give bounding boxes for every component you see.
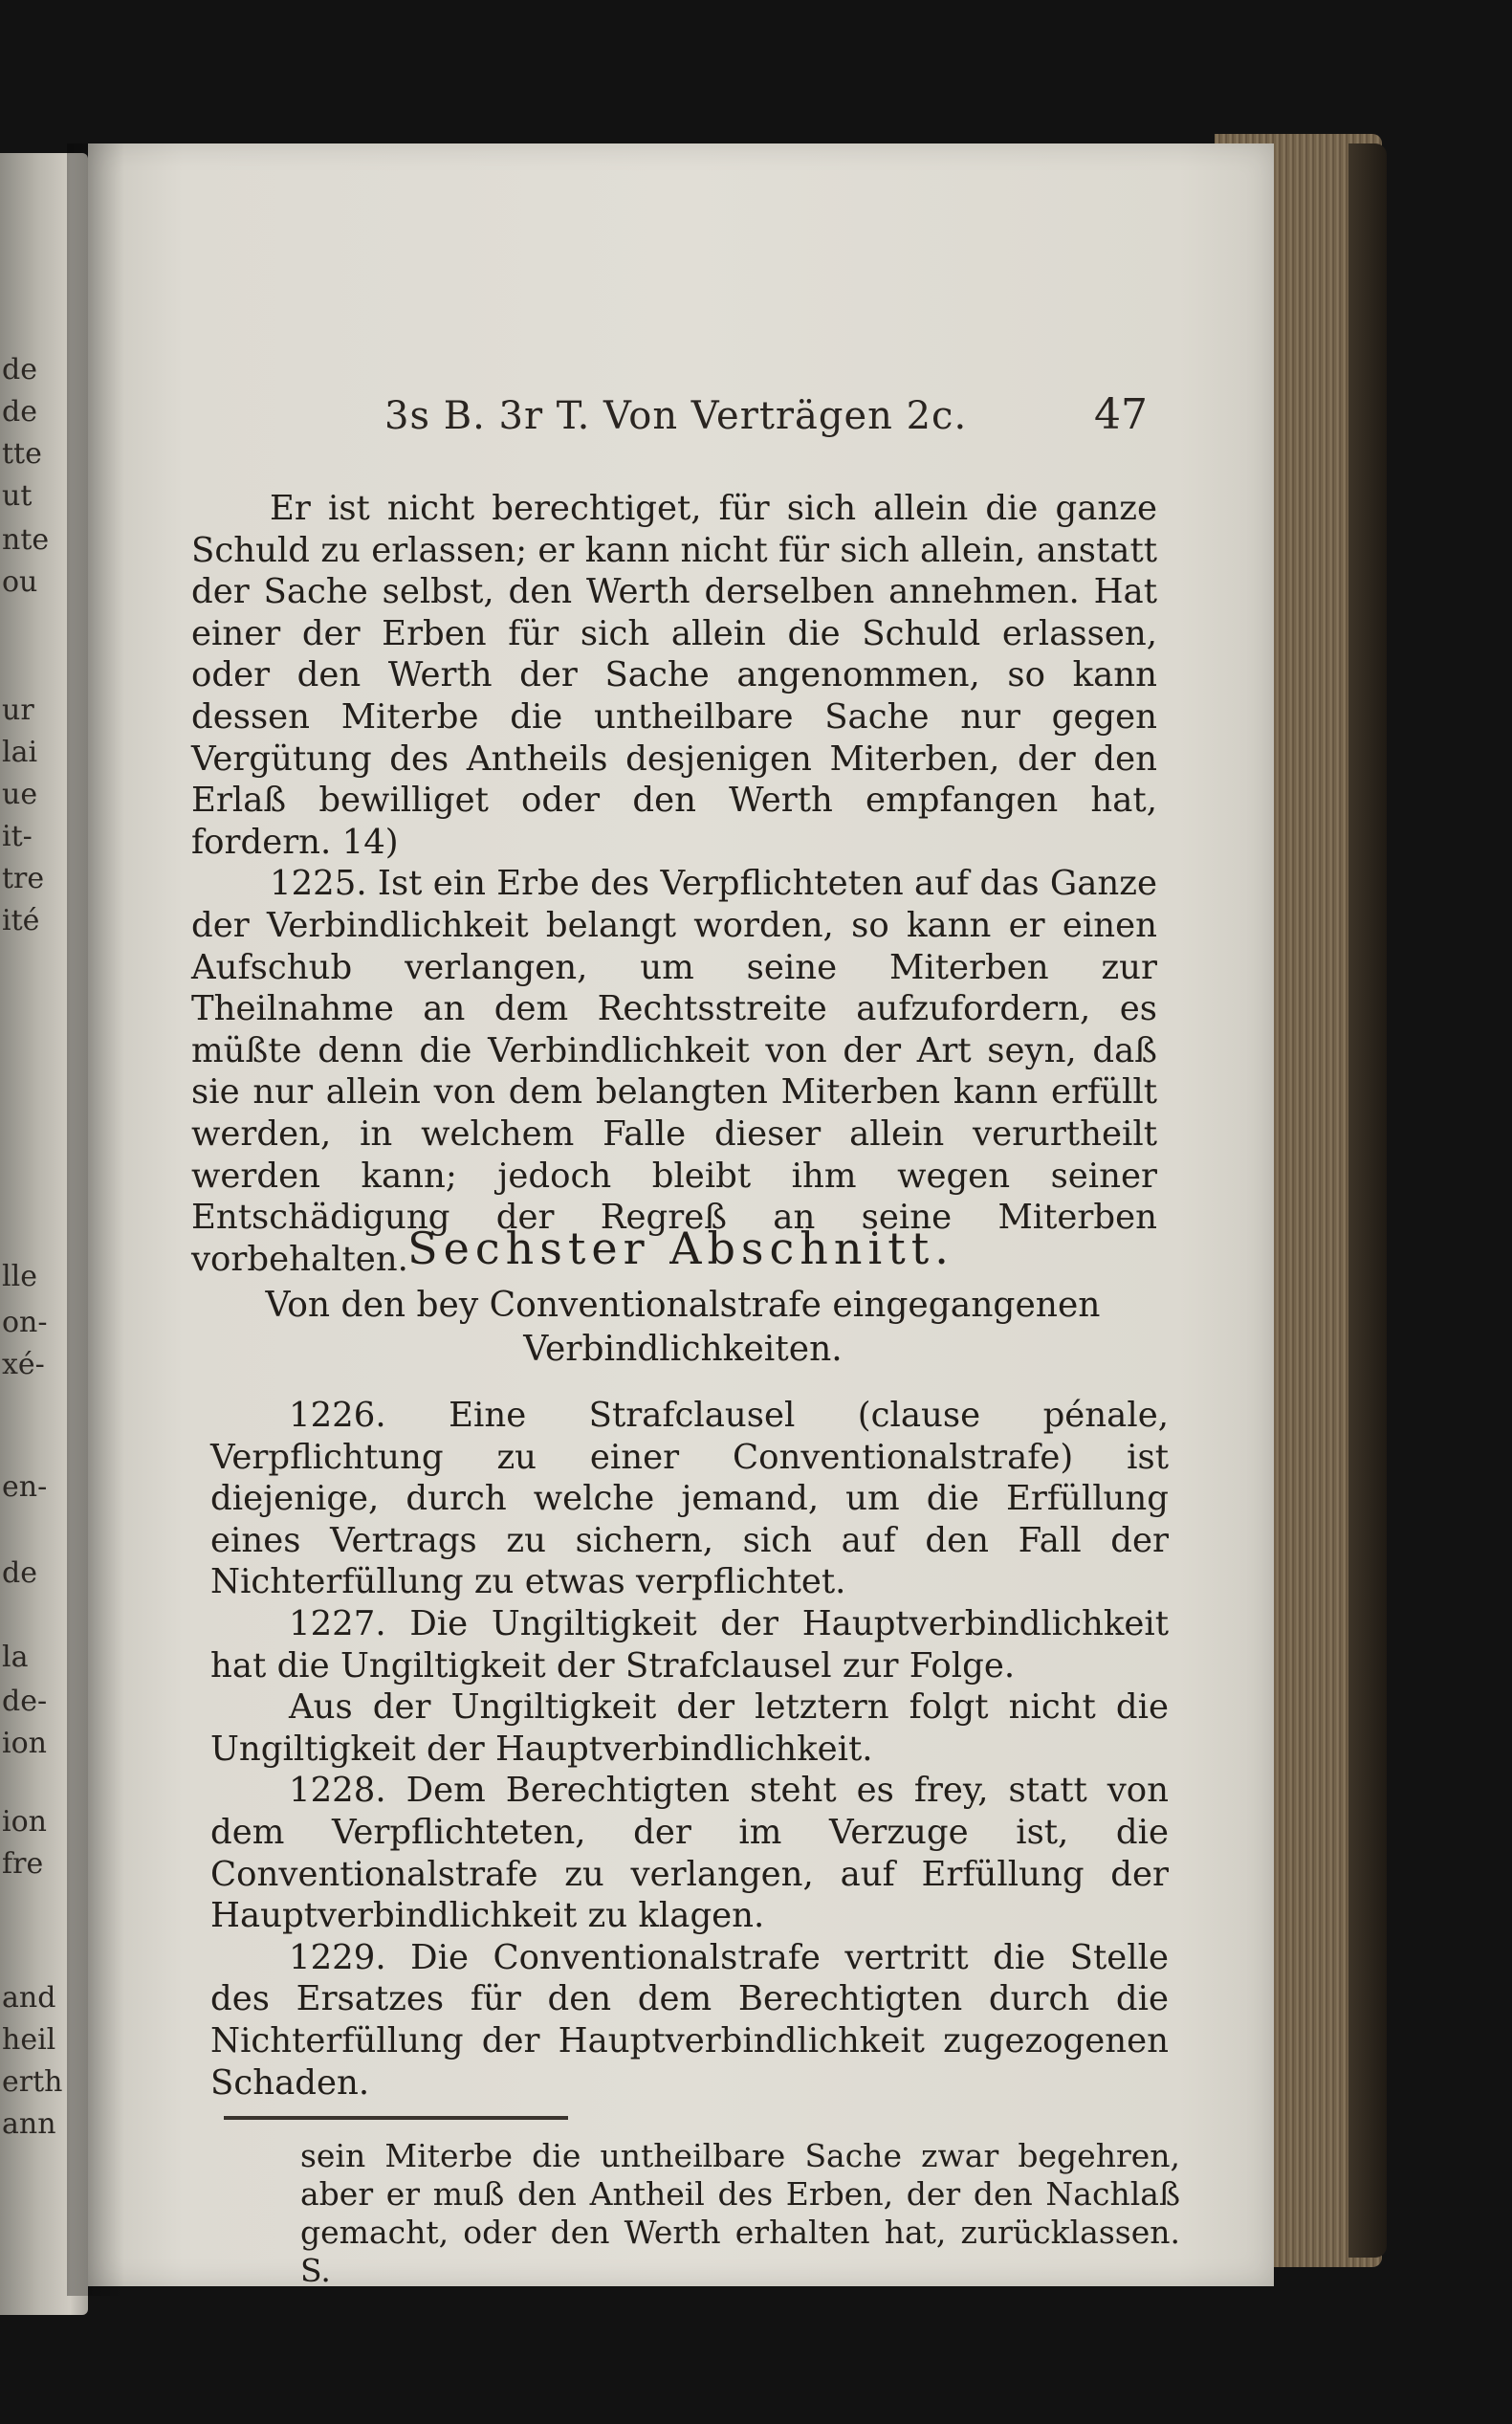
left-page-fragment: ion: [2, 1805, 47, 1839]
paragraph: Aus der Ungiltigkeit der letztern folgt nicht die Ungiltigkeit der Hauptverbindlichkeit.: [210, 1687, 1169, 1769]
section-title: Sechster Abschnitt.: [407, 1223, 954, 1274]
paragraph: 1227. Die Ungiltigkeit der Hauptverbindlichkeit hat die Ungiltigkeit der Strafclausel zur Folge.: [210, 1603, 1169, 1686]
paragraph: Er ist nicht berechtiget, für sich allein die ganze Schuld zu erlassen; er kann nicht für sich allein, anstatt der Sache selbst, den Werth derselben annehmen. Hat einer der Erben für sich allein die Schuld erlassen, oder den Werth der Sache angenommen, so kann dessen Miterbe die untheilbare Sache nur gegen Vergütung des Antheils desjenigen Miterben, der den Erlaß bewilliget oder den Werth empfangen hat, fordern. 14): [191, 489, 1157, 862]
book-cover-edge: [1348, 143, 1387, 2258]
left-page-fragment: tre: [2, 862, 45, 895]
left-page-fragment: ut: [2, 479, 33, 513]
left-page-fragment: de: [2, 353, 37, 386]
left-page-fragment: heil: [2, 2023, 56, 2057]
left-page-fragment: de: [2, 1556, 37, 1590]
left-page-fragment: tte: [2, 437, 42, 471]
left-page-fragment: nte: [2, 523, 50, 557]
section-subtitle: Von den bey Conventionalstrafe eingegangenen Verbindlichkeiten.: [265, 1286, 1101, 1369]
left-page-fragment: la: [2, 1641, 29, 1674]
left-page-fragment: ité: [2, 904, 40, 937]
left-page-fragment: ou: [2, 565, 38, 599]
paragraph: 1226. Eine Strafclausel (clause pénale, Verpflichtung zu einer Conventionalstrafe) ist diejenige, durch welche jemand, um die Erfüllung eines Vertrags zu sichern, sich auf den Fall der Nichterfüllung zu etwas verpflichtet.: [210, 1396, 1169, 1602]
left-page-fragment: ann: [2, 2107, 56, 2141]
left-page-fragment: fre: [2, 1847, 44, 1881]
left-page-fragment: xé-: [2, 1348, 45, 1381]
left-page-fragment: on-: [2, 1306, 48, 1339]
left-page-fragment: erth: [2, 2065, 63, 2099]
paragraph: 1229. Die Conventionalstrafe vertritt die Stelle des Ersatzes für den dem Berechtigten durch die Nichterfüllung der Hauptverbindlichkeit zugezogenen Schaden.: [210, 1937, 1169, 2103]
page-number: 47: [1094, 390, 1148, 439]
left-page-fragment: en-: [2, 1470, 48, 1504]
footnote-rule: [224, 2116, 568, 2120]
left-page-fragment: ion: [2, 1727, 47, 1760]
footnote: sein Miterbe die untheilbare Sache zwar begehren, aber er muß den Antheil des Erben, der den Nachlaß gemacht, oder den Werth erhalten hat, zurücklassen. S.: [300, 2137, 1180, 2289]
left-page-fragment: ue: [2, 778, 38, 811]
left-page-fragment: ur: [2, 694, 34, 727]
body-text-after-section: [210, 1395, 1169, 2104]
left-page-fragment: de-: [2, 1685, 48, 1718]
gutter-shadow: [67, 143, 124, 2296]
left-page-fragment: de: [2, 395, 37, 429]
left-page-fragment: lai: [2, 736, 38, 769]
paragraph: 1225. Ist ein Erbe des Verpflichteten auf das Ganze der Verbindlichkeit belangt worden, so kann er einen Aufschub verlangen, um seine Miterben zur Theilnahme an dem Rechtsstreite aufzufordern, es müßte denn die Verbindlichkeit von der Art seyn, daß sie nur allein von dem belangten Miterben kann erfüllt werden, in welchem Falle dieser allein verurtheilt werden kann; jedoch bleibt ihm wegen seiner Entschädigung der Regreß an seine Miterben vorbehalten.: [191, 864, 1157, 1279]
body-text-before-section: [191, 488, 1157, 1280]
left-page-fragment: and: [2, 1981, 56, 2015]
running-head: 3s B. 3r T. Von Verträgen 2c.: [384, 394, 968, 438]
left-page-fragment: lle: [2, 1260, 37, 1293]
paragraph: 1228. Dem Berechtigten steht es frey, statt von dem Verpflichteten, der im Verzuge ist, die Conventionalstrafe zu verlangen, auf Erfüllung der Hauptverbindlichkeit zu klagen.: [210, 1771, 1169, 1936]
book-page: [88, 143, 1274, 2289]
left-page-fragment: it-: [2, 820, 33, 853]
